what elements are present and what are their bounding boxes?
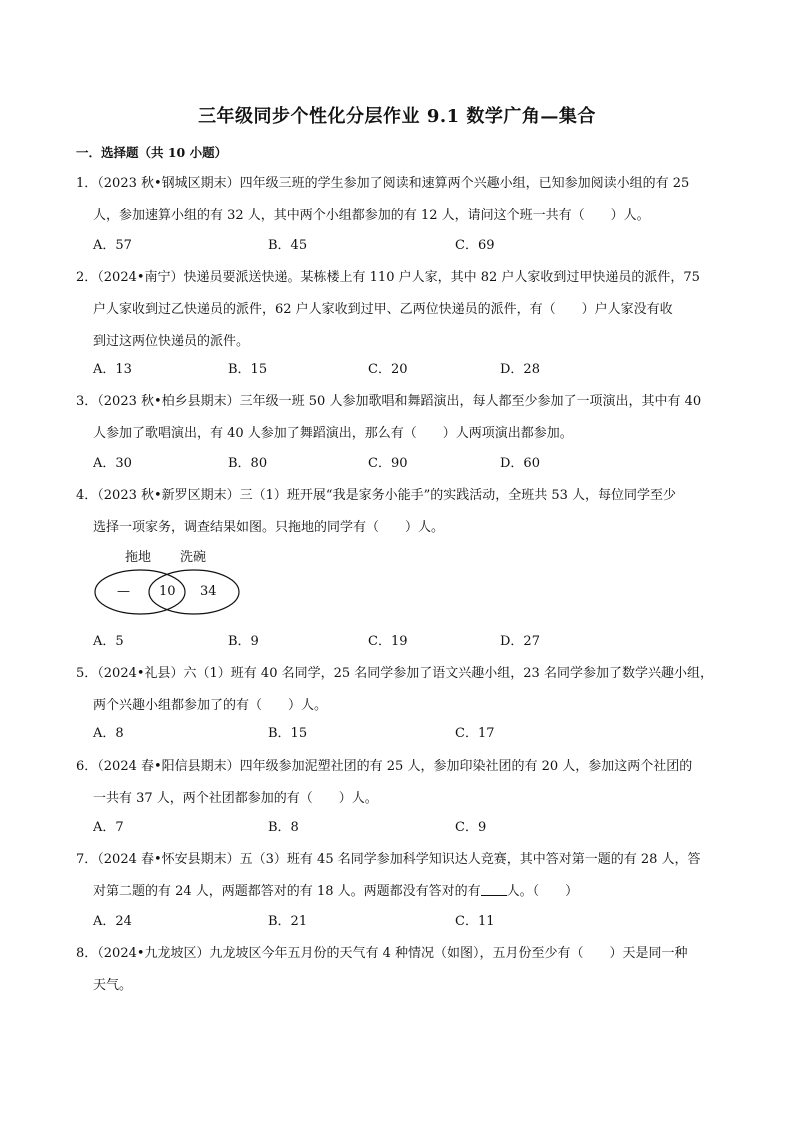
option[interactable]: A．5	[93, 634, 124, 649]
option[interactable]: D．27	[500, 634, 540, 649]
option[interactable]: B．8	[268, 820, 299, 835]
question-line: 3．（2023 秋•柏乡县期末）三年级一班 50 人参加歌唱和舞蹈演出，每人都至少参加了一项演出，其中有 40	[76, 394, 702, 409]
question-line: 人参加了歌唱演出，有 40 人参加了舞蹈演出，那么有（ ）人两项演出都参加。	[93, 426, 573, 441]
question-7	[76, 844, 720, 908]
option[interactable]: B．80	[228, 456, 268, 471]
question-1	[76, 168, 720, 232]
options-7	[93, 912, 693, 932]
option[interactable]: C．17	[455, 726, 495, 741]
venn-overlap-value: 10	[159, 584, 176, 599]
question-line: 一共有 37 人，两个社团都参加的有（ ）人。	[93, 791, 378, 806]
question-line: 户人家收到过乙快递员的派件，62 户人家收到过甲、乙两位快递员的派件，有（ ）户人家没有收	[93, 302, 673, 317]
venn-circles	[92, 544, 252, 616]
option[interactable]: A．7	[93, 820, 124, 835]
options-2	[93, 360, 693, 380]
question-line	[76, 876, 720, 908]
option[interactable]: B．21	[268, 914, 308, 929]
question-6	[76, 751, 720, 815]
option[interactable]: C．20	[368, 362, 408, 377]
option[interactable]: C．19	[368, 634, 408, 649]
venn-left-value: —	[117, 584, 130, 599]
section-heading: 一．选择题（共 10 小题）	[76, 145, 228, 160]
question-line: 7．（2024 春•怀安县期末）五（3）班有 45 名同学参加科学知识达人竞赛，其中答对第一题的有 28 人，答	[76, 852, 701, 867]
options-5	[93, 724, 693, 744]
option[interactable]: B．15	[268, 726, 308, 741]
answer-blank[interactable]	[481, 883, 507, 896]
question-8	[76, 938, 720, 1002]
venn-diagram	[92, 544, 252, 616]
option[interactable]: A．30	[93, 456, 132, 471]
question-line: 1．（2023 秋•钢城区期末）四年级三班的学生参加了阅读和速算两个兴趣小组，已知参加阅读小组的有 25	[76, 176, 690, 191]
option[interactable]: A．13	[93, 362, 132, 377]
page-title: 三年级同步个性化分层作业 9.1 数学广角—集合	[198, 106, 596, 127]
venn-right-value: 34	[200, 584, 217, 599]
question-line: 选择一项家务，调查结果如图。只拖地的同学有（ ）人。	[93, 520, 445, 535]
question-line: 8．（2024•九龙坡区）九龙坡区今年五月份的天气有 4 种情况（如图），五月份至少有（ ）天是同一种	[76, 946, 688, 961]
venn-left-label: 拖地	[125, 550, 152, 565]
option[interactable]: A．24	[93, 914, 132, 929]
question-4	[76, 480, 720, 544]
option[interactable]: D．60	[500, 456, 540, 471]
option[interactable]: D．28	[500, 362, 540, 377]
question-2	[76, 262, 720, 358]
option[interactable]: C．11	[455, 914, 495, 929]
options-1	[93, 236, 693, 256]
question-line: 人，参加速算小组的有 32 人，其中两个小组都参加的有 12 人，请问这个班一共有（ ）人。	[93, 208, 650, 223]
option[interactable]: A．57	[93, 238, 132, 253]
question-line: 两个兴趣小组都参加了的有（ ）人。	[93, 698, 328, 713]
venn-right-label: 洗碗	[180, 550, 207, 565]
option[interactable]: C．69	[455, 238, 495, 253]
question-3	[76, 386, 720, 450]
question-line: 到过这两位快递员的派件。	[93, 334, 250, 349]
question-line: 6．（2024 春•阳信县期末）四年级参加泥塑社团的有 25 人，参加印染社团的有 20 人，参加这两个社团的	[76, 759, 693, 774]
options-3	[93, 454, 693, 474]
question-line: 4．（2023 秋•新罗区期末）三（1）班开展“我是家务小能手”的实践活动，全班共 53 人，每位同学至少	[76, 488, 677, 503]
question-line: 2．（2024•南宁）快递员要派送快递。某栋楼上有 110 户人家，其中 82 户人家收到过甲快递员的派件，75	[76, 270, 700, 285]
options-4	[93, 632, 693, 652]
option[interactable]: C．9	[455, 820, 487, 835]
option[interactable]: B．9	[228, 634, 259, 649]
question-text: 对第二题的有 24 人，两题都答对的有 18 人。两题都没有答对的有	[93, 884, 481, 899]
option[interactable]: B．45	[268, 238, 308, 253]
question-5	[76, 658, 720, 722]
option[interactable]: A．8	[93, 726, 124, 741]
question-text: 人。（ ）	[506, 884, 579, 899]
option[interactable]: C．90	[368, 456, 408, 471]
question-line: 天气。	[93, 978, 133, 993]
question-line: 5．（2024•礼县）六（1）班有 40 名同学，25 名同学参加了语文兴趣小组，23 名同学参加了数学兴趣小组，	[76, 666, 713, 681]
options-6	[93, 818, 693, 838]
option[interactable]: B．15	[228, 362, 268, 377]
